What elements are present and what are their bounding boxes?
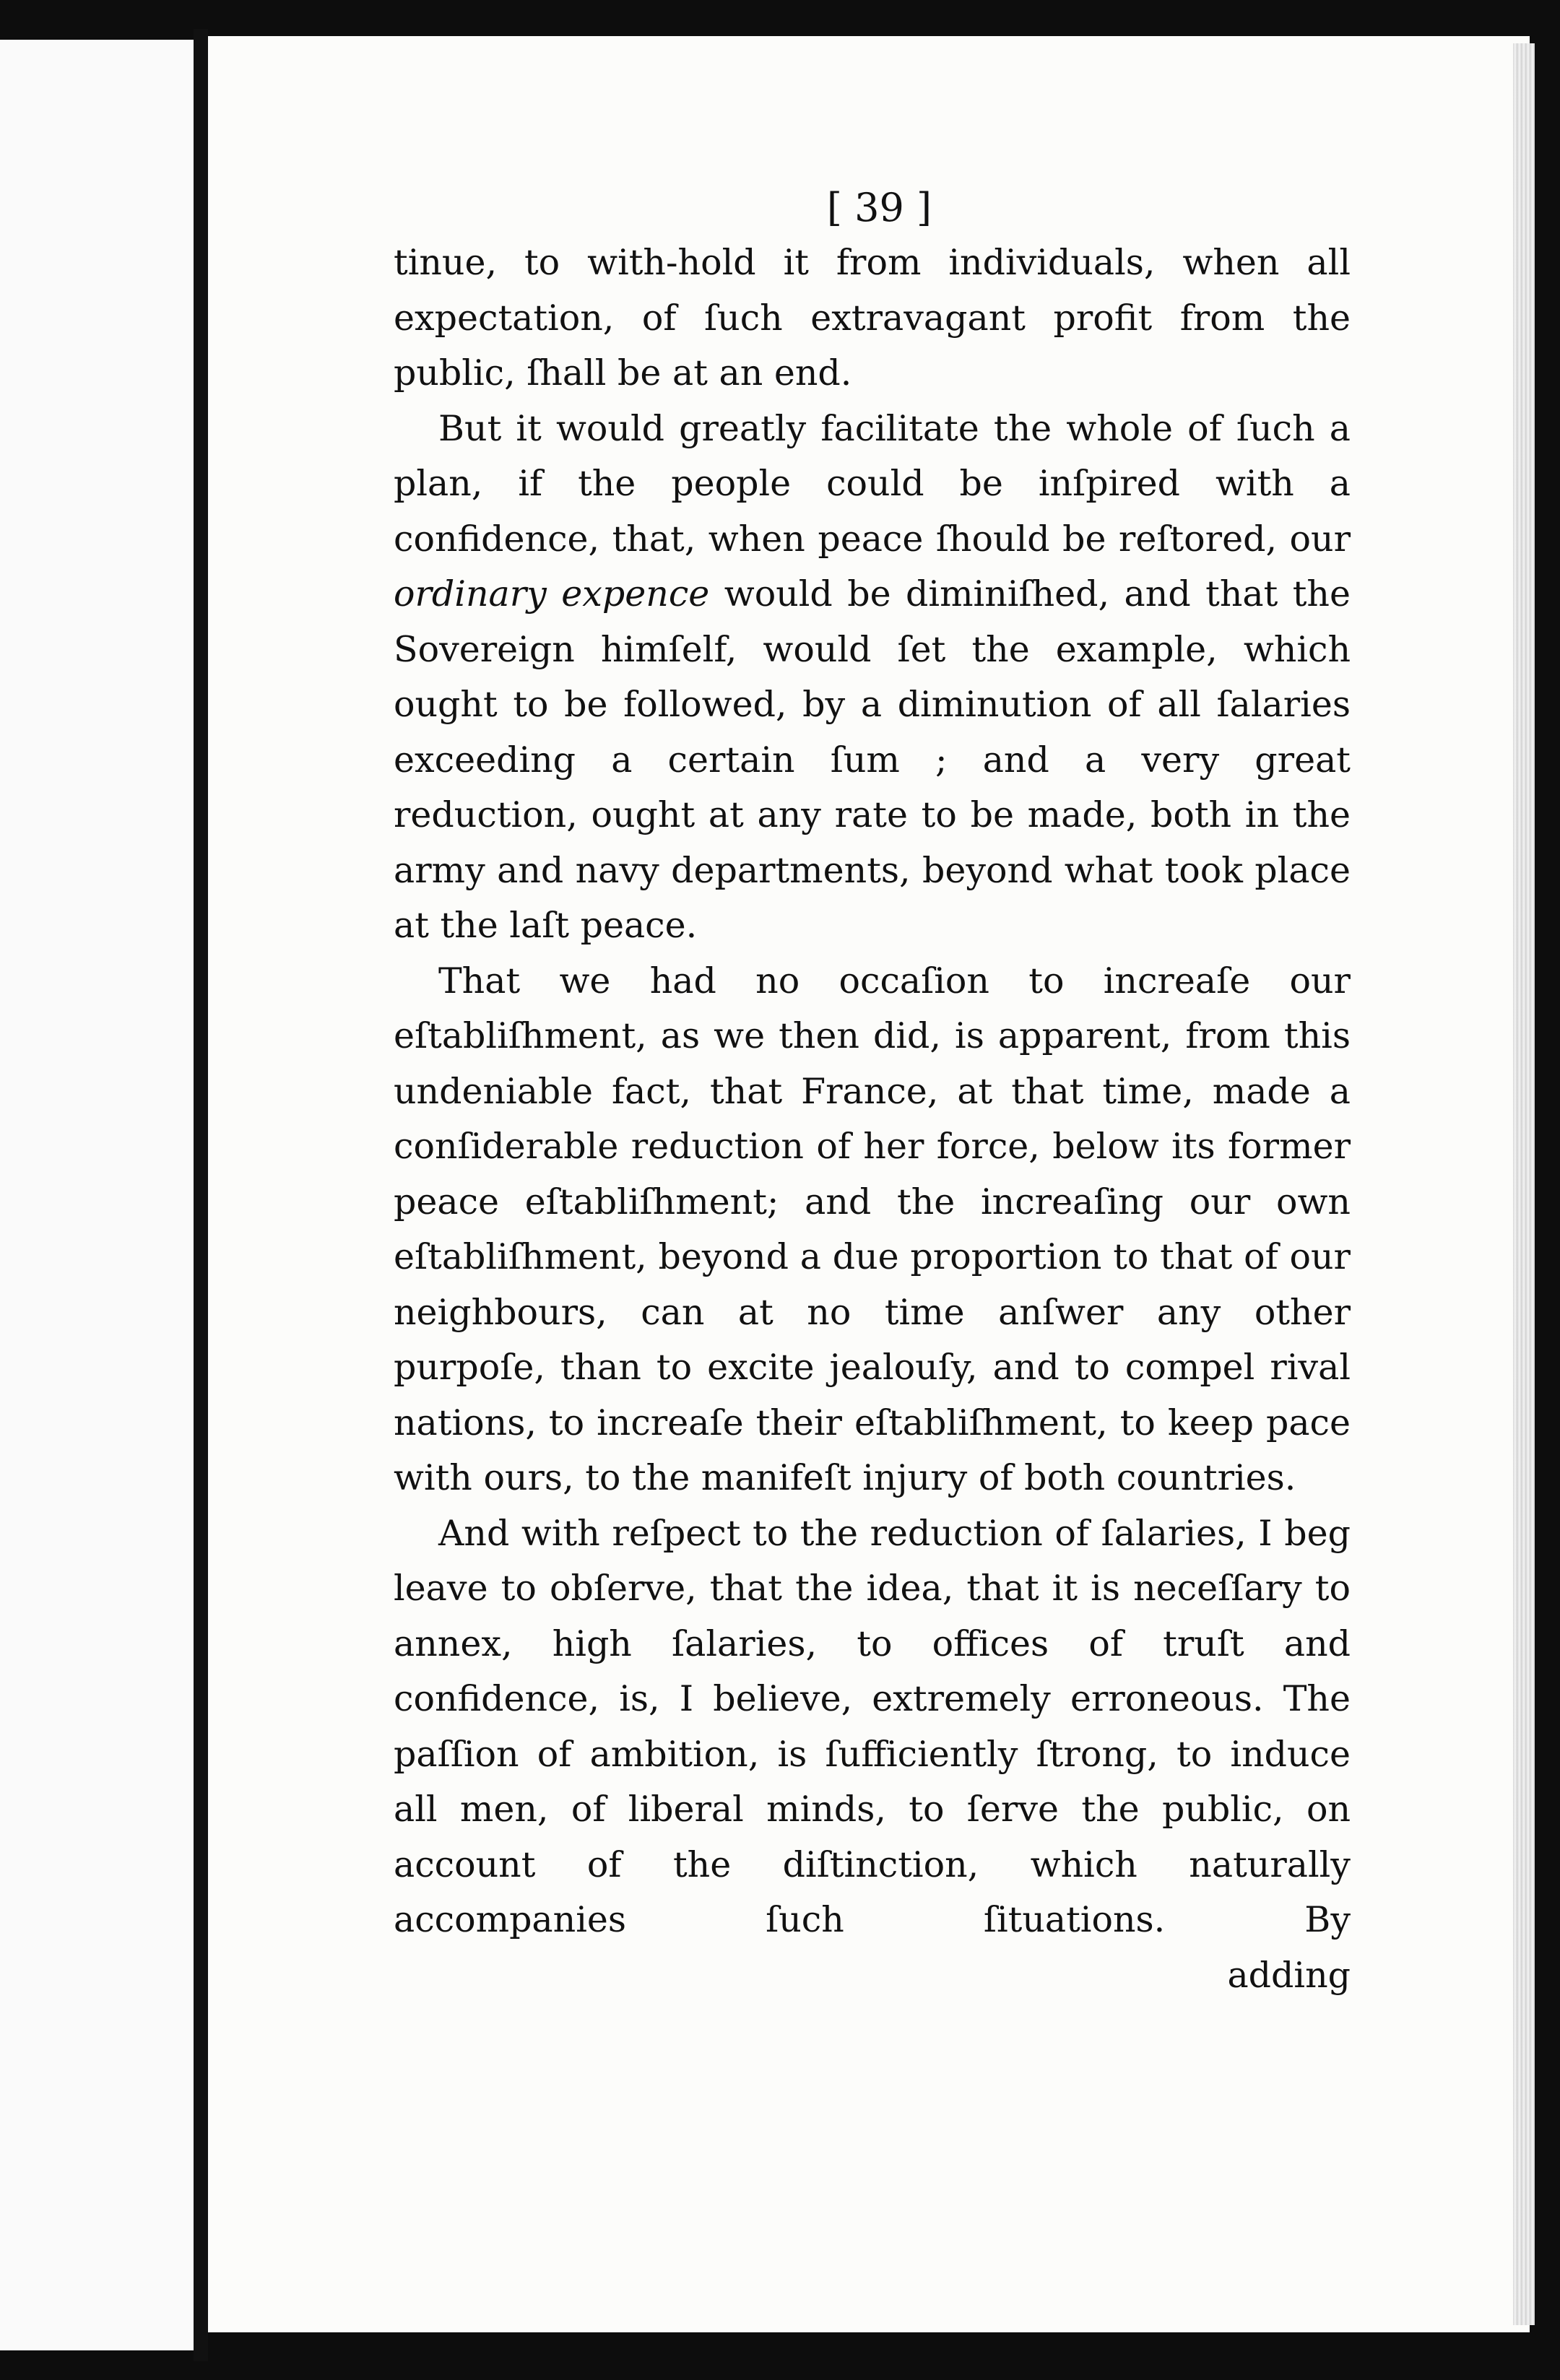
page-number: [ 39 ] [826,185,932,230]
book-gutter [194,29,208,2361]
facing-page [0,40,194,2350]
italic-phrase: ordinary expence [394,573,710,614]
catchword: adding [1227,1954,1351,1996]
page-edge [1513,43,1535,2325]
paragraph [394,401,1351,954]
page-text [394,181,1351,2003]
paragraph-text: would be diminiſhed, and that the Sovereign himſelf, would ſet the example, which ought to be followed, by a diminution of all ſalaries exceeding a certain ſum ; and a very great reduction, ought at any rate to be made, both in the army and navy departments, beyond what took place at the laſt peace. [394,573,1351,946]
paragraph-continuation: tinue, to with-hold it from individuals, when all expectation, of ſuch extravagant profit from the public, ſhall be at an end. [394,242,1351,394]
paragraph: That we had no occaſion to increaſe our eſtabliſhment, as we then did, is apparent, from this undeniable fact, that France, at that time, made a conſiderable reduction of her force, below its former peace eſtabliſhment; and the increaſing our own eſtabliſhment, beyond a due proportion to that of our neighbours, can at no time anſwer any other purpoſe, than to excite jealouſy, and to compel rival nations, to increaſe their eſtabliſhment, to keep pace with ours, to the manifeſt injury of both countries. [394,960,1351,1498]
paragraph-text: But it would greatly facilitate the whole of ſuch a plan, if the people could be inſpired with a confidence, that, when peace ſhould be reſtored, our [394,407,1351,560]
paragraph: And with reſpect to the reduction of ſalaries, I beg leave to obſerve, that the idea, that it is neceſſary to annex, high ſalaries, to offices of truſt and confidence, is, I believe, extremely erroneous. The paſſion of ambition, is ſufficiently ſtrong, to induce all men, of liberal minds, to ſerve the public, on account of the diſtinction, which naturally accompanies ſuch ſituations. By [394,1512,1351,1940]
